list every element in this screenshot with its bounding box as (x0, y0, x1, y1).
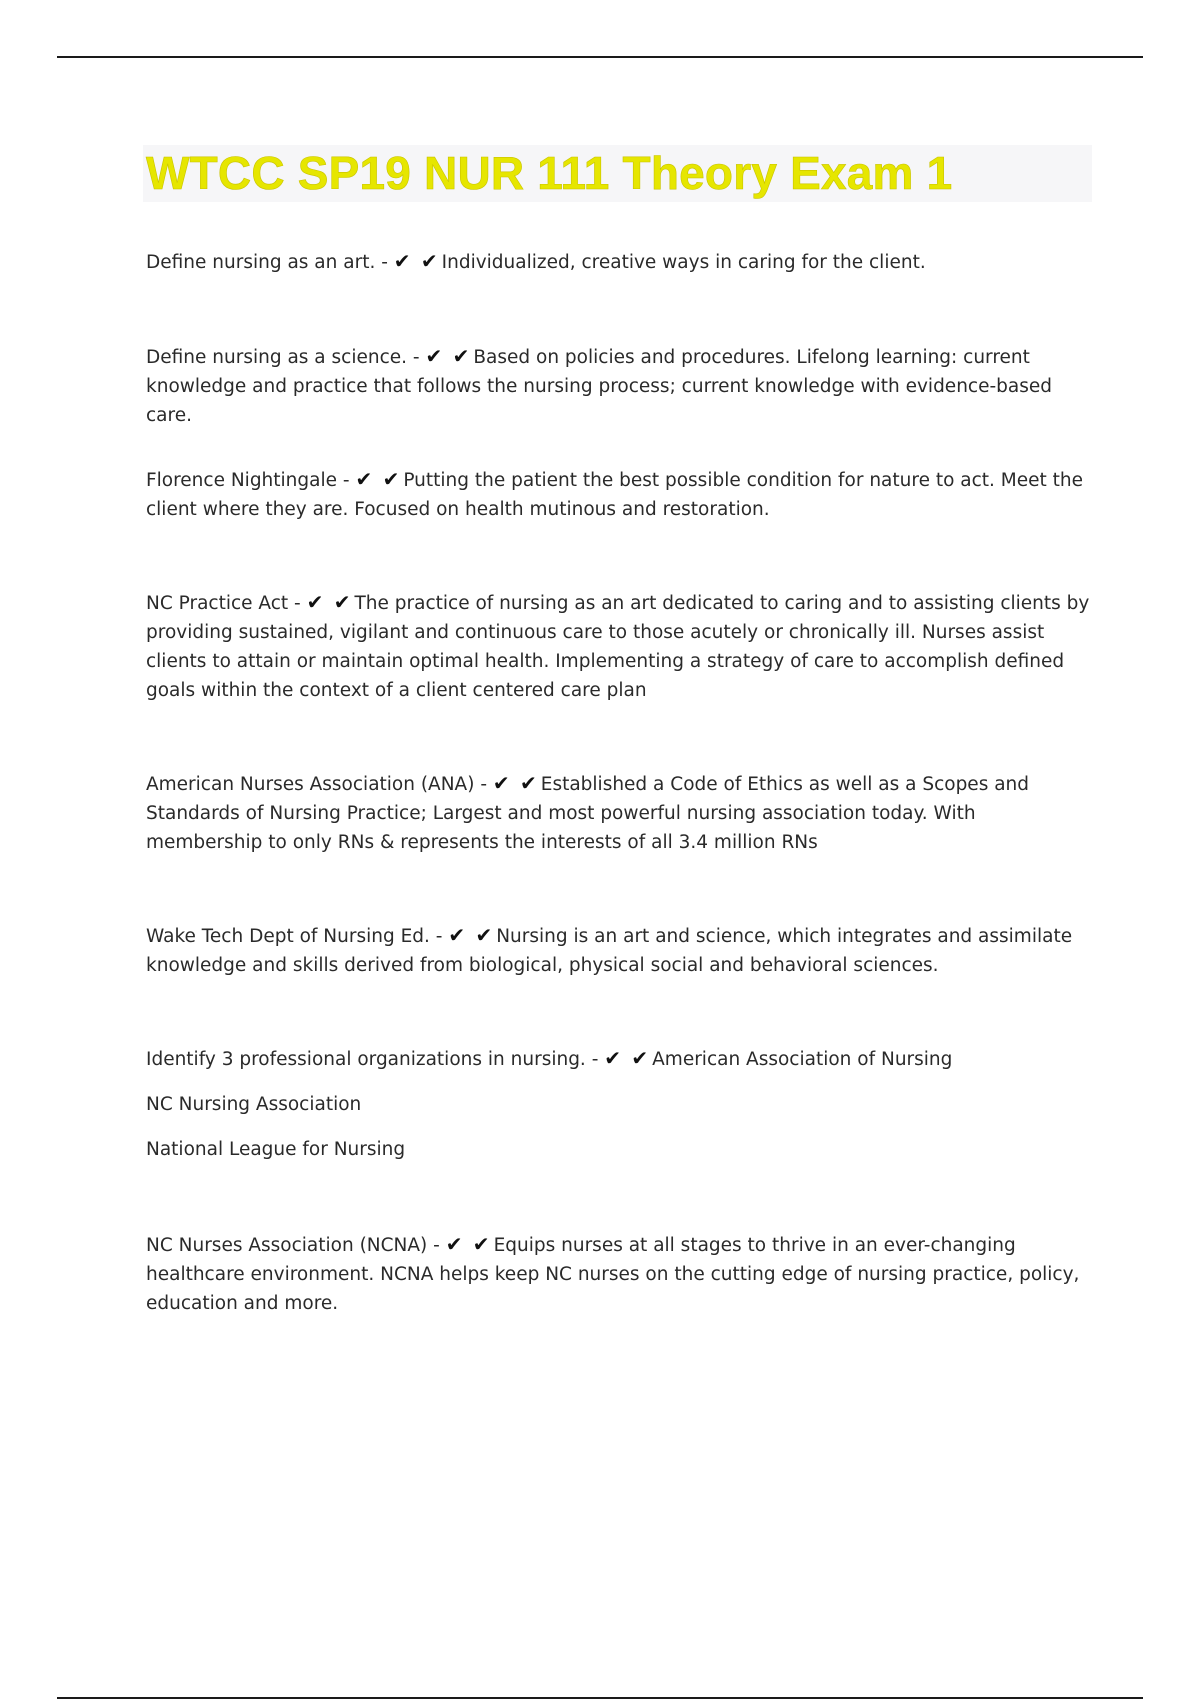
qa-item (146, 342, 1096, 430)
term: Wake Tech Dept of Nursing Ed. (146, 926, 430, 947)
answer: Based on policies and procedures. Lifelong learning: current knowledge and practice that follows the nursing process; current knowledge with evidence-based care. (146, 347, 1052, 426)
answer: Nursing is an art and science, which integrates and assimilate knowledge and skills derived from biological, physical social and behavioral sciences. (146, 926, 1073, 976)
answer: Putting the patient the best possible condition for nature to act. Meet the client where they are. Focused on health mutinous and restoration. (146, 470, 1084, 520)
answer: Established a Code of Ethics as well as a Scopes and Standards of Nursing Practice; Largest and most powerful nursing association today. With membership to only RNs & represents the interests of all 3.4 million RNs (146, 774, 1030, 853)
term: NC Nurses Association (NCNA) (146, 1235, 428, 1256)
qa-item (146, 247, 1096, 277)
document-title: WTCC SP19 NUR 111 Theory Exam 1 (146, 147, 953, 199)
bottom-rule (57, 1697, 1143, 1699)
separator: - (375, 252, 394, 273)
double-check-icon: ✔ ✔ (425, 344, 472, 368)
answer: Equips nurses at all stages to thrive in an ever-changing healthcare environment. NCNA helps keep NC nurses on the cutting edge of nursing practice, policy, education and more. (146, 1235, 1080, 1314)
double-check-icon: ✔ ✔ (355, 467, 402, 491)
qa-item (146, 465, 1096, 524)
answer: The practice of nursing as an art dedicated to caring and to assisting clients by providing sustained, vigilant and continuous care to those acutely or chronically ill. Nurses assist clients to attain or maintain optimal health. Implementing a strategy of care to accomplish defined goals within the context of a client centered care plan (146, 593, 1090, 701)
double-check-icon: ✔ ✔ (604, 1046, 651, 1070)
separator: - (407, 347, 426, 368)
double-check-icon: ✔ ✔ (492, 771, 539, 795)
qa-item (146, 769, 1096, 857)
separator: - (427, 1235, 446, 1256)
term: Identify 3 professional organizations in nursing. (146, 1049, 586, 1070)
qa-item (146, 921, 1096, 980)
top-rule (57, 56, 1143, 58)
double-check-icon: ✔ ✔ (448, 923, 495, 947)
answer: Individualized, creative ways in caring for the client. (441, 252, 926, 273)
term: American Nurses Association (ANA) (146, 774, 475, 795)
term: Define nursing as a science. (146, 347, 408, 368)
double-check-icon: ✔ ✔ (393, 249, 440, 273)
qa-item (146, 1044, 1096, 1164)
term: Florence Nightingale (146, 470, 338, 491)
double-check-icon: ✔ ✔ (306, 590, 353, 614)
answer-line: National League for Nursing (146, 1139, 406, 1160)
answer-line: NC Nursing Association (146, 1094, 362, 1115)
separator: - (288, 593, 307, 614)
answer: American Association of Nursing (652, 1049, 953, 1070)
separator: - (474, 774, 493, 795)
qa-item (146, 588, 1096, 705)
separator: - (585, 1049, 605, 1070)
separator: - (337, 470, 356, 491)
qa-item (146, 1230, 1096, 1318)
double-check-icon: ✔ ✔ (445, 1232, 492, 1256)
term: NC Practice Act (146, 593, 289, 614)
term: Define nursing as an art. (146, 252, 376, 273)
separator: - (429, 926, 449, 947)
